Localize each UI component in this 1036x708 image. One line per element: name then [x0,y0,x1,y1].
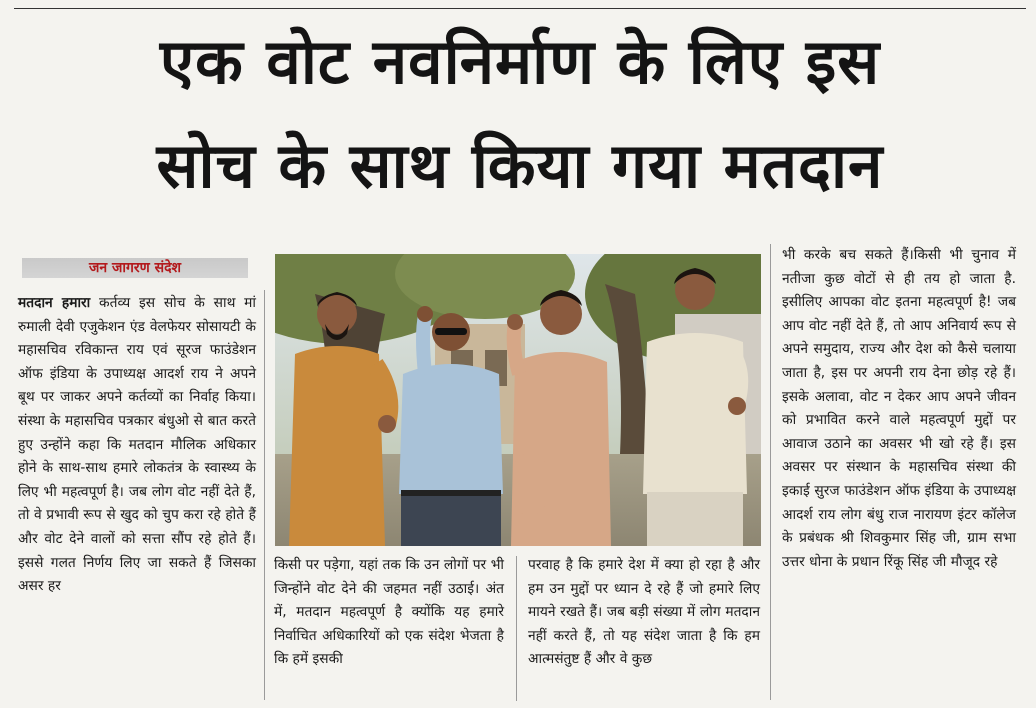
article-lead: मतदान हमारा [18,295,91,311]
column-2-text: किसी पर पड़ेगा, यहां तक कि उन लोगों पर भी जिन्होंने वोट देने की जहमत नहीं उठाई। अंत में, मतदान महत्वपूर्ण है क्योंकि यह हमारे निर्वाचित अधिकारियों को एक संदेश भेजता है कि हमें इसकी [274,557,504,668]
headline-line-1: एक वोट नवनिर्माण के लिए इस [159,25,881,98]
column-divider-2 [516,556,517,701]
article-column-4 [782,244,1016,574]
article-column-3 [528,554,760,672]
voters-photo-illustration [275,254,761,546]
column-3-text: परवाह है कि हमारे देश में क्या हो रहा है और हम उन मुद्दों पर ध्यान दे रहे हैं जो हमारे लिए मायने रखते हैं। जब बड़ी संख्या में लोग मतदान नहीं करते हैं, तो यह संदेश जाता है कि हम आत्मसंतुष्ट हैं और वे कुछ [528,557,760,668]
column-4-text: भी करके बच सकते हैं।किसी भी चुनाव में नतीजा कुछ वोटों से ही तय हो जाता है. इसीलिए आपका वोट इतना महत्वपूर्ण है! जब आप वोट नहीं देते हैं, तो आप अनिवार्य रूप से अपने समुदाय, राज्य और देश को कैसे चलाया जाता है, इस पर अपनी राय देना छोड़ रहे हैं। इसके अलावा, वोट न देकर आप अपने जीवन को प्रभावित करने वाले महत्वपूर्ण मुद्दों पर आवाज उठाने का अवसर भी खो रहे हैं। इस अवसर पर संस्थान के महासचिव संस्था की इकाई सुरज फाउंडेशन ऑफ इंडिया के उपाध्यक्ष आदर्श राय लोग बंधु राज नारायण इंटर कॉलेज के प्रबंधक श्री शिवकुमार सिंह जी, ग्राम सभा उत्तर धोना के प्रधान रिंकू सिंह जी मौजूद रहे [782,247,1016,570]
article-column-2 [274,554,504,672]
top-rule [14,8,1026,9]
article-column-1 [18,292,256,599]
column-divider-3 [770,244,771,700]
news-photo [275,254,761,546]
column-1-text: कर्तव्य इस सोच के साथ मां रुमाली देवी एजुकेशन एंड वेलफेयर सोसायटी के महासचिव रविकान्त राय एवं सूरज फाउंडेशन ऑफ इंडिया के उपाध्यक्ष आदर्श राय ने अपने बूथ पर जाकर अपने कर्तव्यों का निर्वाह किया। संस्था के महासचिव पत्रकार बंधुओ से बात करते हुए उन्होंने कहा कि मतदान मौलिक अधिकार होने के साथ-साथ हमारे लोकतंत्र के स्वास्थ्य के लिए भी महत्वपूर्ण है। जब लोग वोट नहीं देते हैं, तो वे प्रभावी रूप से खुद को चुप करा रहे होते हैं और वोट देने वालों को सत्ता सौंप रहे होते हैं। इससे गलत निर्णय लिए जा सकते हैं जिसका असर हर [18,295,256,595]
headline-line-2: सोच के साथ किया गया मतदान [156,129,884,202]
column-divider-1 [264,290,265,700]
byline: जन जागरण संदेश [88,260,182,276]
